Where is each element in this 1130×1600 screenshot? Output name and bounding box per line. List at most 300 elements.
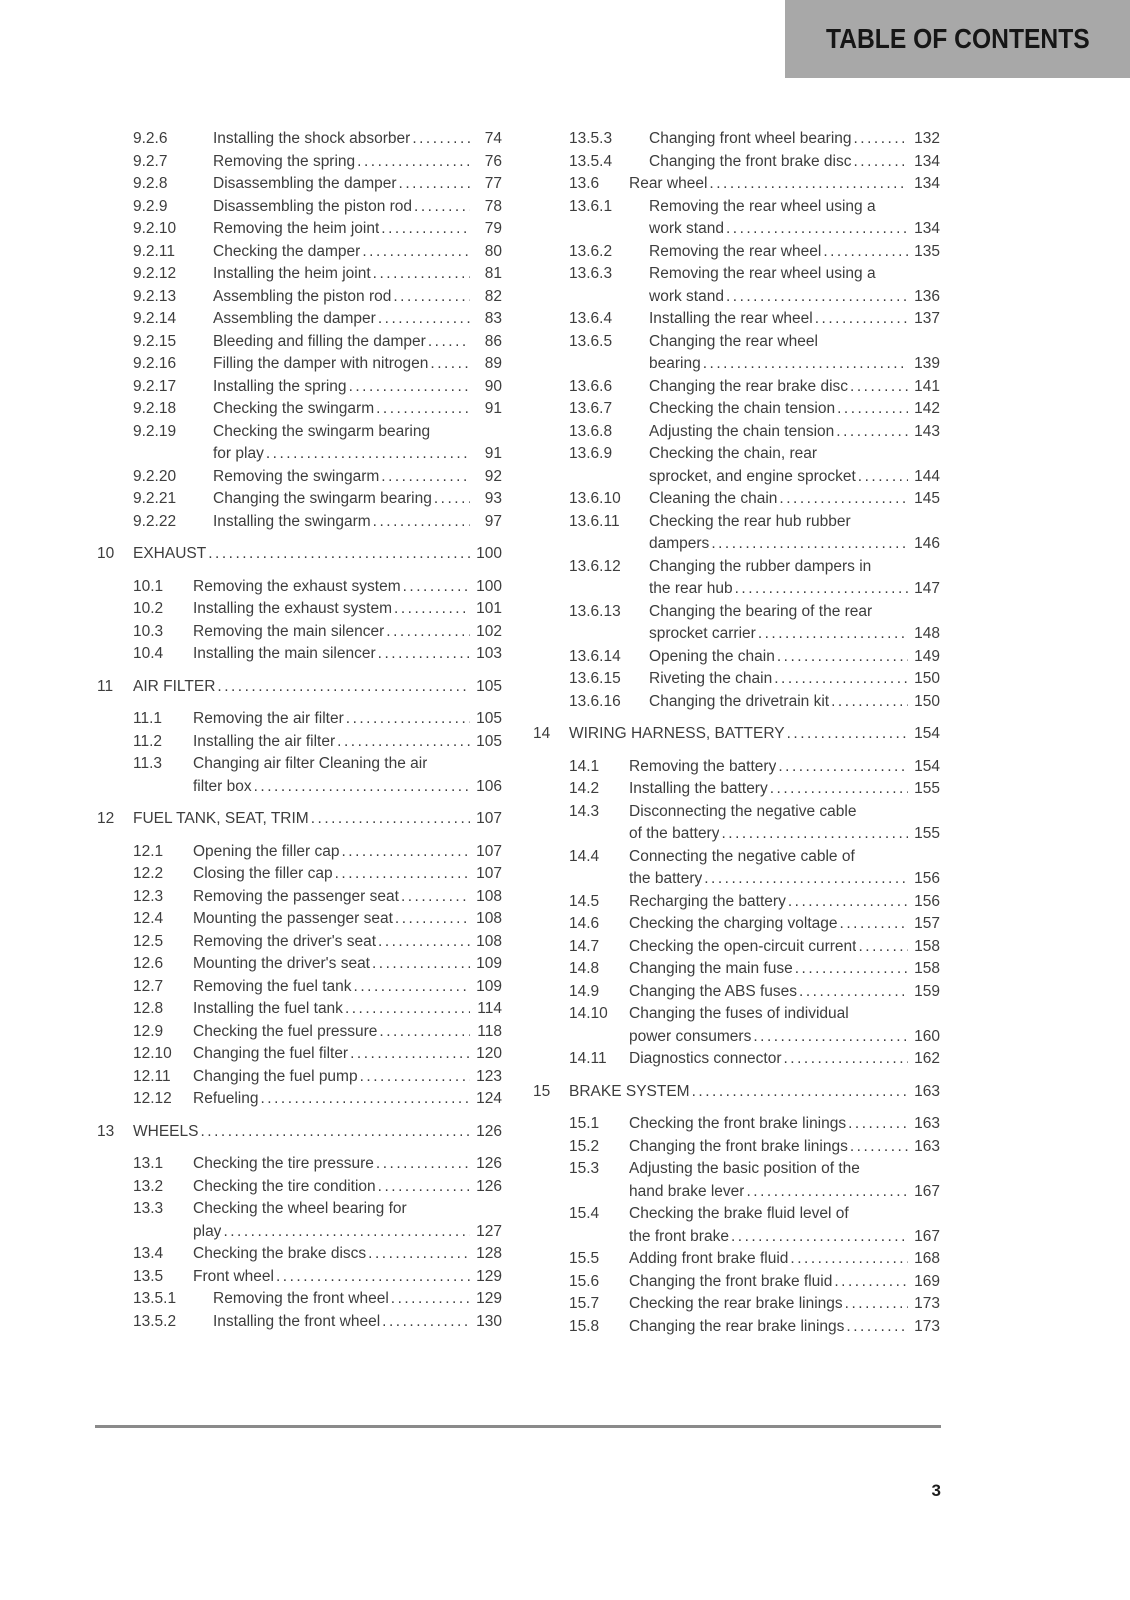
toc-leader-dots (378, 931, 470, 954)
toc-entry-title: Rear wheel (629, 175, 708, 192)
toc-leader-dots (399, 173, 470, 196)
toc-leader-dots (261, 1088, 471, 1111)
toc-leader-dots (376, 1153, 470, 1176)
toc-leader-dots (753, 1026, 908, 1049)
toc-entry (531, 668, 940, 691)
toc-leader-dots (354, 976, 470, 999)
toc-entry-title: Closing the filler cap (193, 865, 333, 882)
toc-entry-title: Adjusting the basic position of the (629, 1160, 860, 1177)
toc-entry-title-continued: the rear hub (649, 580, 733, 597)
toc-entry-number: 13.5.2 (133, 1312, 177, 1330)
toc-entry (531, 398, 940, 421)
toc-entry-number: 9.2.6 (133, 130, 168, 147)
toc-page-number: 91 (484, 445, 502, 462)
toc-leader-dots (703, 353, 908, 376)
toc-entry-title: Installing the shock absorber (213, 130, 411, 147)
toc-entry-title: Changing the rear brake disc (649, 377, 849, 395)
toc-entry-title: Changing the drivetrain kit (649, 692, 830, 710)
header-banner (785, 0, 1130, 78)
toc-entry-number: 13.2 (133, 1177, 164, 1195)
toc-entry (95, 1043, 502, 1066)
toc-entry-title: Removing the driver's seat (193, 932, 377, 950)
toc-leader-dots (357, 151, 470, 174)
toc-entry-title: Checking the tire pressure (193, 1155, 374, 1172)
toc-entry-number: 9.2.17 (133, 377, 177, 395)
toc-entry-number: 13 (97, 1122, 115, 1140)
toc-entry-number: 14 (533, 725, 551, 742)
toc-entry-title: EXHAUST (133, 545, 207, 562)
toc-entry-title: Bleeding and filling the damper (213, 332, 426, 350)
toc-leader-dots (795, 958, 908, 981)
toc-entry-title: Adjusting the chain tension (649, 422, 835, 440)
toc-entry (95, 1311, 502, 1334)
toc-entry-number: 12.8 (133, 1000, 164, 1017)
toc-leader-dots (758, 623, 908, 646)
toc-page-number: 159 (914, 982, 940, 1000)
toc-entry (531, 913, 940, 936)
toc-leader-dots (368, 1243, 470, 1266)
toc-entry-number: 14.9 (569, 982, 600, 1000)
toc-entry-title: Connecting the negative cable of (629, 847, 855, 865)
toc-page-number: 79 (484, 220, 502, 237)
toc-entry (531, 1271, 940, 1294)
toc-entry-title-continued: the front brake (629, 1227, 729, 1245)
toc-leader-dots (412, 128, 470, 151)
toc-leader-dots (403, 576, 470, 599)
toc-leader-dots (837, 398, 908, 421)
toc-entry-title: Removing the rear wheel using a (649, 197, 876, 215)
toc-leader-dots (379, 1021, 470, 1044)
toc-entry-title: WHEELS (133, 1122, 199, 1140)
toc-leader-dots (378, 643, 470, 666)
toc-entry (531, 1158, 940, 1203)
toc-entry (531, 1048, 940, 1071)
toc-entry-title: Installing the heim joint (213, 265, 371, 282)
toc-page-number: 89 (484, 355, 502, 372)
toc-entry-number: 9.2.11 (133, 242, 175, 260)
toc-entry-title: Removing the rear wheel using a (649, 265, 876, 282)
toc-entry-title: Checking the fuel pressure (193, 1022, 378, 1040)
toc-leader-dots (341, 841, 470, 864)
toc-leader-dots (831, 691, 908, 714)
toc-entry (95, 1153, 502, 1176)
toc-entry-title: AIR FILTER (133, 677, 216, 695)
toc-leader-dots (217, 676, 470, 699)
toc-page-number: 139 (914, 355, 940, 372)
toc-page-number: 134 (914, 175, 940, 192)
toc-entry-title: Front wheel (193, 1267, 274, 1285)
toc-page-number: 156 (914, 892, 940, 910)
toc-entry (95, 598, 502, 621)
toc-entry-number: 12.4 (133, 910, 164, 927)
toc-entry-number: 10.4 (133, 645, 164, 662)
toc-entry (95, 398, 502, 421)
toc-leader-dots (778, 756, 908, 779)
toc-entry (95, 753, 502, 798)
toc-entry (95, 466, 502, 489)
toc-entry (95, 621, 502, 644)
toc-entry-number: 14.10 (569, 1005, 608, 1022)
toc-page-number: 163 (914, 1082, 940, 1100)
toc-page-number: 127 (476, 1222, 502, 1240)
toc-entry-number: 15 (533, 1082, 551, 1100)
toc-entry-number: 9.2.10 (133, 220, 177, 237)
toc-leader-dots (378, 1176, 470, 1199)
toc-entry (95, 241, 502, 264)
toc-page-number: 74 (484, 130, 502, 147)
toc-page-number: 82 (484, 287, 502, 305)
toc-entry-title: Installing the spring (213, 377, 347, 395)
toc-leader-dots (394, 598, 470, 621)
toc-entry-number: 9.2.18 (133, 400, 177, 417)
toc-page-number: 150 (914, 670, 940, 687)
toc-entry-number: 10.1 (133, 577, 164, 595)
toc-entry-number: 12.6 (133, 955, 164, 972)
toc-entry (95, 286, 502, 309)
toc-entry-number: 13.6.16 (569, 692, 621, 710)
toc-leader-dots (382, 1311, 470, 1334)
toc-leader-dots (777, 646, 908, 669)
toc-page-number: 147 (914, 580, 940, 597)
toc-entry-title: Checking the rear hub rubber (649, 512, 851, 530)
toc-leader-dots (848, 1113, 908, 1136)
toc-entry-number: 13.6.6 (569, 377, 613, 395)
toc-leader-dots (376, 398, 470, 421)
toc-page-number: 158 (914, 937, 940, 955)
toc-entry-number: 9.2.19 (133, 422, 177, 440)
toc-entry-number: 12.3 (133, 887, 164, 905)
toc-entry-title: Checking the wheel bearing for (193, 1200, 407, 1217)
toc-entry-title: Diagnostics connector (629, 1050, 782, 1067)
toc-entry-number: 13.5 (133, 1267, 164, 1285)
toc-page-number: 81 (484, 265, 502, 282)
toc-entry-title-continued: sprocket, and engine sprocket (649, 467, 856, 485)
toc-entry-title: Changing the bearing of the rear (649, 602, 873, 620)
toc-entry-number: 14.3 (569, 802, 600, 820)
toc-entry-title: Changing the front brake fluid (629, 1272, 833, 1290)
toc-entry-number: 9.2.14 (133, 310, 177, 327)
toc-entry-title: Removing the rear wheel (649, 242, 822, 260)
toc-page-number: 167 (914, 1227, 940, 1245)
toc-leader-dots (779, 488, 908, 511)
toc-entry-number: 9.2.21 (133, 490, 177, 507)
toc-entry-number: 15.6 (569, 1272, 600, 1290)
toc-leader-dots (711, 533, 908, 556)
toc-page-number: 107 (476, 865, 502, 882)
toc-entry (531, 241, 940, 264)
toc-leader-dots (276, 1266, 470, 1289)
toc-entry-title: Removing the heim joint (213, 220, 380, 237)
toc-entry-number: 14.1 (569, 757, 600, 775)
toc-leader-dots (393, 286, 470, 309)
toc-entry (95, 173, 502, 196)
toc-page-number: 108 (476, 910, 502, 927)
toc-entry-title-continued: filter box (193, 777, 252, 795)
toc-leader-dots (788, 891, 908, 914)
toc-page-number: 142 (914, 400, 940, 417)
toc-entry-number: 9.2.7 (133, 152, 168, 170)
toc-entry (531, 443, 940, 488)
toc-leader-dots (846, 1316, 908, 1339)
toc-leader-dots (378, 308, 470, 331)
toc-leader-dots (790, 1248, 908, 1271)
toc-entry-number: 12.5 (133, 932, 164, 950)
toc-entry-title: Changing front wheel bearing (649, 130, 852, 147)
toc-entry-title: Changing the front brake disc (649, 152, 852, 170)
toc-leader-dots (704, 868, 908, 891)
toc-entry-title: Riveting the chain (649, 670, 773, 687)
toc-entry (95, 998, 502, 1021)
toc-page-number: 126 (476, 1122, 502, 1140)
toc-leader-dots (254, 776, 470, 799)
toc-entry (95, 953, 502, 976)
toc-page-number: 109 (476, 955, 502, 972)
toc-entry-number: 14.5 (569, 892, 600, 910)
toc-chapter-entry (95, 1121, 502, 1144)
toc-entry (531, 263, 940, 308)
toc-chapter-entry (531, 723, 940, 746)
toc-entry (95, 376, 502, 399)
toc-entry-title: Installing the front wheel (213, 1312, 381, 1330)
toc-entry-title: Assembling the piston rod (213, 287, 392, 305)
toc-page-number: 105 (476, 710, 502, 727)
toc-entry-title: Installing the rear wheel (649, 310, 813, 327)
toc-entry-number: 15.5 (569, 1250, 600, 1267)
toc-entry-title: Removing the passenger seat (193, 887, 399, 905)
toc-entry-number: 15.3 (569, 1160, 600, 1177)
toc-entry-title: Changing air filter Cleaning the air (193, 755, 428, 772)
toc-entry (531, 173, 940, 196)
toc-page-number: 154 (914, 725, 940, 742)
toc-page-number: 150 (914, 692, 940, 710)
toc-page-number: 163 (914, 1115, 940, 1132)
toc-entry (531, 376, 940, 399)
toc-page-number: 135 (914, 242, 940, 260)
toc-entry-title-continued: of the battery (629, 825, 720, 842)
toc-entry-number: 13.6 (569, 175, 600, 192)
toc-entry (531, 151, 940, 174)
toc-entry (95, 308, 502, 331)
toc-entry (95, 1021, 502, 1044)
toc-entry-number: 12.12 (133, 1090, 172, 1107)
toc-page-number: 126 (476, 1177, 502, 1195)
toc-entry-number: 10.2 (133, 600, 164, 617)
toc-entry-title: Changing the rear brake linings (629, 1317, 845, 1335)
toc-leader-dots (709, 173, 908, 196)
toc-leader-dots (223, 1221, 470, 1244)
toc-entry (531, 801, 940, 846)
toc-entry-title: WIRING HARNESS, BATTERY (569, 725, 785, 742)
toc-leader-dots (414, 196, 470, 219)
toc-entry-number: 12.11 (133, 1067, 171, 1085)
toc-entry-number: 12.10 (133, 1045, 172, 1062)
toc-column-left (95, 128, 502, 1333)
toc-entry (95, 1088, 502, 1111)
toc-entry-number: 10 (97, 545, 115, 562)
toc-leader-dots (337, 731, 470, 754)
toc-entry-title: Changing the fuel filter (193, 1045, 349, 1062)
toc-page-number: 91 (484, 400, 502, 417)
toc-leader-dots (850, 1136, 908, 1159)
toc-entry-number: 13.1 (133, 1155, 164, 1172)
toc-entry (531, 196, 940, 241)
toc-leader-dots (731, 1226, 908, 1249)
toc-page-number: 168 (914, 1250, 940, 1267)
toc-page-number: 123 (476, 1067, 502, 1085)
toc-leader-dots (770, 778, 908, 801)
toc-entry (531, 128, 940, 151)
toc-entry (531, 331, 940, 376)
toc-leader-dots (208, 543, 470, 566)
toc-entry-title-continued: for play (213, 445, 264, 462)
toc-entry-number: 13.6.15 (569, 670, 621, 687)
toc-page-number: 154 (914, 757, 940, 775)
toc-leader-dots (854, 128, 909, 151)
toc-page-number: 157 (914, 915, 940, 932)
toc-leader-dots (335, 863, 470, 886)
toc-entry-title: Removing the exhaust system (193, 577, 401, 595)
toc-entry (531, 958, 940, 981)
toc-entry-number: 13.3 (133, 1200, 164, 1217)
toc-page-number: 128 (476, 1245, 502, 1262)
toc-entry-number: 12.7 (133, 977, 164, 995)
toc-entry-number: 12 (97, 810, 115, 827)
toc-page-number: 134 (914, 220, 940, 237)
toc-entry-number: 12.2 (133, 865, 164, 882)
toc-page-number: 144 (914, 467, 940, 485)
toc-entry (531, 981, 940, 1004)
toc-entry (531, 936, 940, 959)
toc-page-number: 100 (476, 545, 502, 562)
toc-entry (95, 708, 502, 731)
toc-entry-title: Removing the air filter (193, 710, 344, 727)
toc-entry (95, 841, 502, 864)
toc-entry-title: Checking the brake fluid level of (629, 1205, 849, 1222)
toc-entry (531, 891, 940, 914)
toc-entry-title-continued: dampers (649, 535, 710, 552)
toc-leader-dots (200, 1121, 470, 1144)
toc-leader-dots (386, 621, 470, 644)
toc-entry-number: 13.6.4 (569, 310, 613, 327)
toc-page-number: 105 (476, 677, 502, 695)
toc-chapter-entry (95, 543, 502, 566)
toc-entry (95, 1198, 502, 1243)
toc-entry-number: 12.1 (133, 842, 164, 860)
toc-entry-title: Installing the air filter (193, 732, 336, 750)
toc-leader-dots (836, 421, 908, 444)
toc-page-number: 100 (476, 577, 502, 595)
toc-leader-dots (373, 263, 470, 286)
toc-entry (95, 1288, 502, 1311)
toc-page-number: 156 (914, 870, 940, 887)
toc-page-number: 146 (914, 535, 940, 552)
toc-page-number: 136 (914, 287, 940, 305)
toc-entry-title: Recharging the battery (629, 892, 786, 910)
toc-page-number: 106 (476, 777, 502, 795)
toc-entry-title-continued: hand brake lever (629, 1182, 745, 1200)
toc-page-number: 93 (484, 490, 502, 507)
footer-divider (95, 1425, 941, 1428)
toc-leader-dots (834, 1271, 908, 1294)
toc-leader-dots (815, 308, 908, 331)
toc-leader-dots (858, 936, 908, 959)
page-number: 3 (931, 1481, 941, 1500)
toc-leader-dots (349, 376, 470, 399)
toc-entry (95, 976, 502, 999)
toc-page-number: 102 (476, 622, 502, 640)
toc-leader-dots (311, 808, 470, 831)
toc-leader-dots (350, 1043, 470, 1066)
toc-entry-title: Checking the open-circuit current (629, 937, 857, 955)
toc-entry (531, 308, 940, 331)
toc-entry-number: 12.9 (133, 1022, 164, 1040)
toc-page-number: 173 (914, 1317, 940, 1335)
toc-leader-dots (372, 953, 470, 976)
toc-entry-title: Removing the main silencer (193, 622, 385, 640)
toc-entry-title: Changing the ABS fuses (629, 982, 798, 1000)
toc-entry-title: Changing the fuel pump (193, 1067, 358, 1085)
toc-entry (531, 601, 940, 646)
toc-entry-title-continued: power consumers (629, 1027, 752, 1045)
toc-entry-number: 10.3 (133, 622, 164, 640)
toc-entry-number: 15.1 (569, 1115, 600, 1132)
toc-entry-title: Filling the damper with nitrogen (213, 355, 429, 372)
toc-entry-number: 13.6.1 (569, 197, 613, 215)
toc-entry-number: 11.3 (133, 755, 163, 772)
toc-entry-title: Checking the damper (213, 242, 361, 260)
toc-entry (95, 331, 502, 354)
toc-entry-number: 11.1 (133, 710, 163, 727)
toc-entry-title: Disassembling the damper (213, 175, 397, 192)
toc-entry-number: 15.4 (569, 1205, 600, 1222)
toc-page-number: 114 (477, 1000, 502, 1017)
toc-leader-dots (266, 443, 470, 466)
toc-page-number: 90 (484, 377, 502, 395)
toc-entry-title: BRAKE SYSTEM (569, 1082, 690, 1100)
toc-entry-number: 9.2.13 (133, 287, 177, 305)
toc-entry-title-continued: sprocket carrier (649, 625, 756, 642)
toc-entry-number: 13.6.3 (569, 265, 613, 282)
toc-entry (95, 511, 502, 534)
toc-entry (95, 1066, 502, 1089)
toc-leader-dots (692, 1081, 908, 1104)
toc-page-number: 78 (484, 197, 502, 215)
toc-page-number: 141 (914, 377, 940, 395)
toc-entry-title: Removing the swingarm (213, 467, 380, 485)
toc-entry-title: Mounting the passenger seat (193, 910, 393, 927)
toc-page-number: 76 (484, 152, 502, 170)
toc-entry (531, 1248, 940, 1271)
toc-entry-title: Installing the swingarm (213, 512, 371, 530)
toc-page-number: 149 (914, 647, 940, 665)
toc-leader-dots (401, 886, 470, 909)
toc-page-number: 167 (914, 1182, 940, 1200)
toc-entry-title: Changing the fuses of individual (629, 1005, 849, 1022)
toc-entry-number: 14.7 (569, 937, 600, 955)
toc-entry (95, 488, 502, 511)
toc-page-number: 83 (484, 310, 502, 327)
toc-page-number: 145 (914, 490, 940, 507)
toc-page-number: 129 (476, 1267, 502, 1285)
toc-leader-dots (395, 908, 470, 931)
toc-entry-title: Installing the exhaust system (193, 600, 393, 617)
toc-leader-dots (799, 981, 908, 1004)
toc-entry-title: Installing the main silencer (193, 645, 376, 662)
toc-leader-dots (428, 331, 470, 354)
toc-entry-title: Removing the battery (629, 757, 777, 775)
toc-entry-title: Checking the front brake linings (629, 1115, 847, 1132)
toc-page-number: 109 (476, 977, 502, 995)
